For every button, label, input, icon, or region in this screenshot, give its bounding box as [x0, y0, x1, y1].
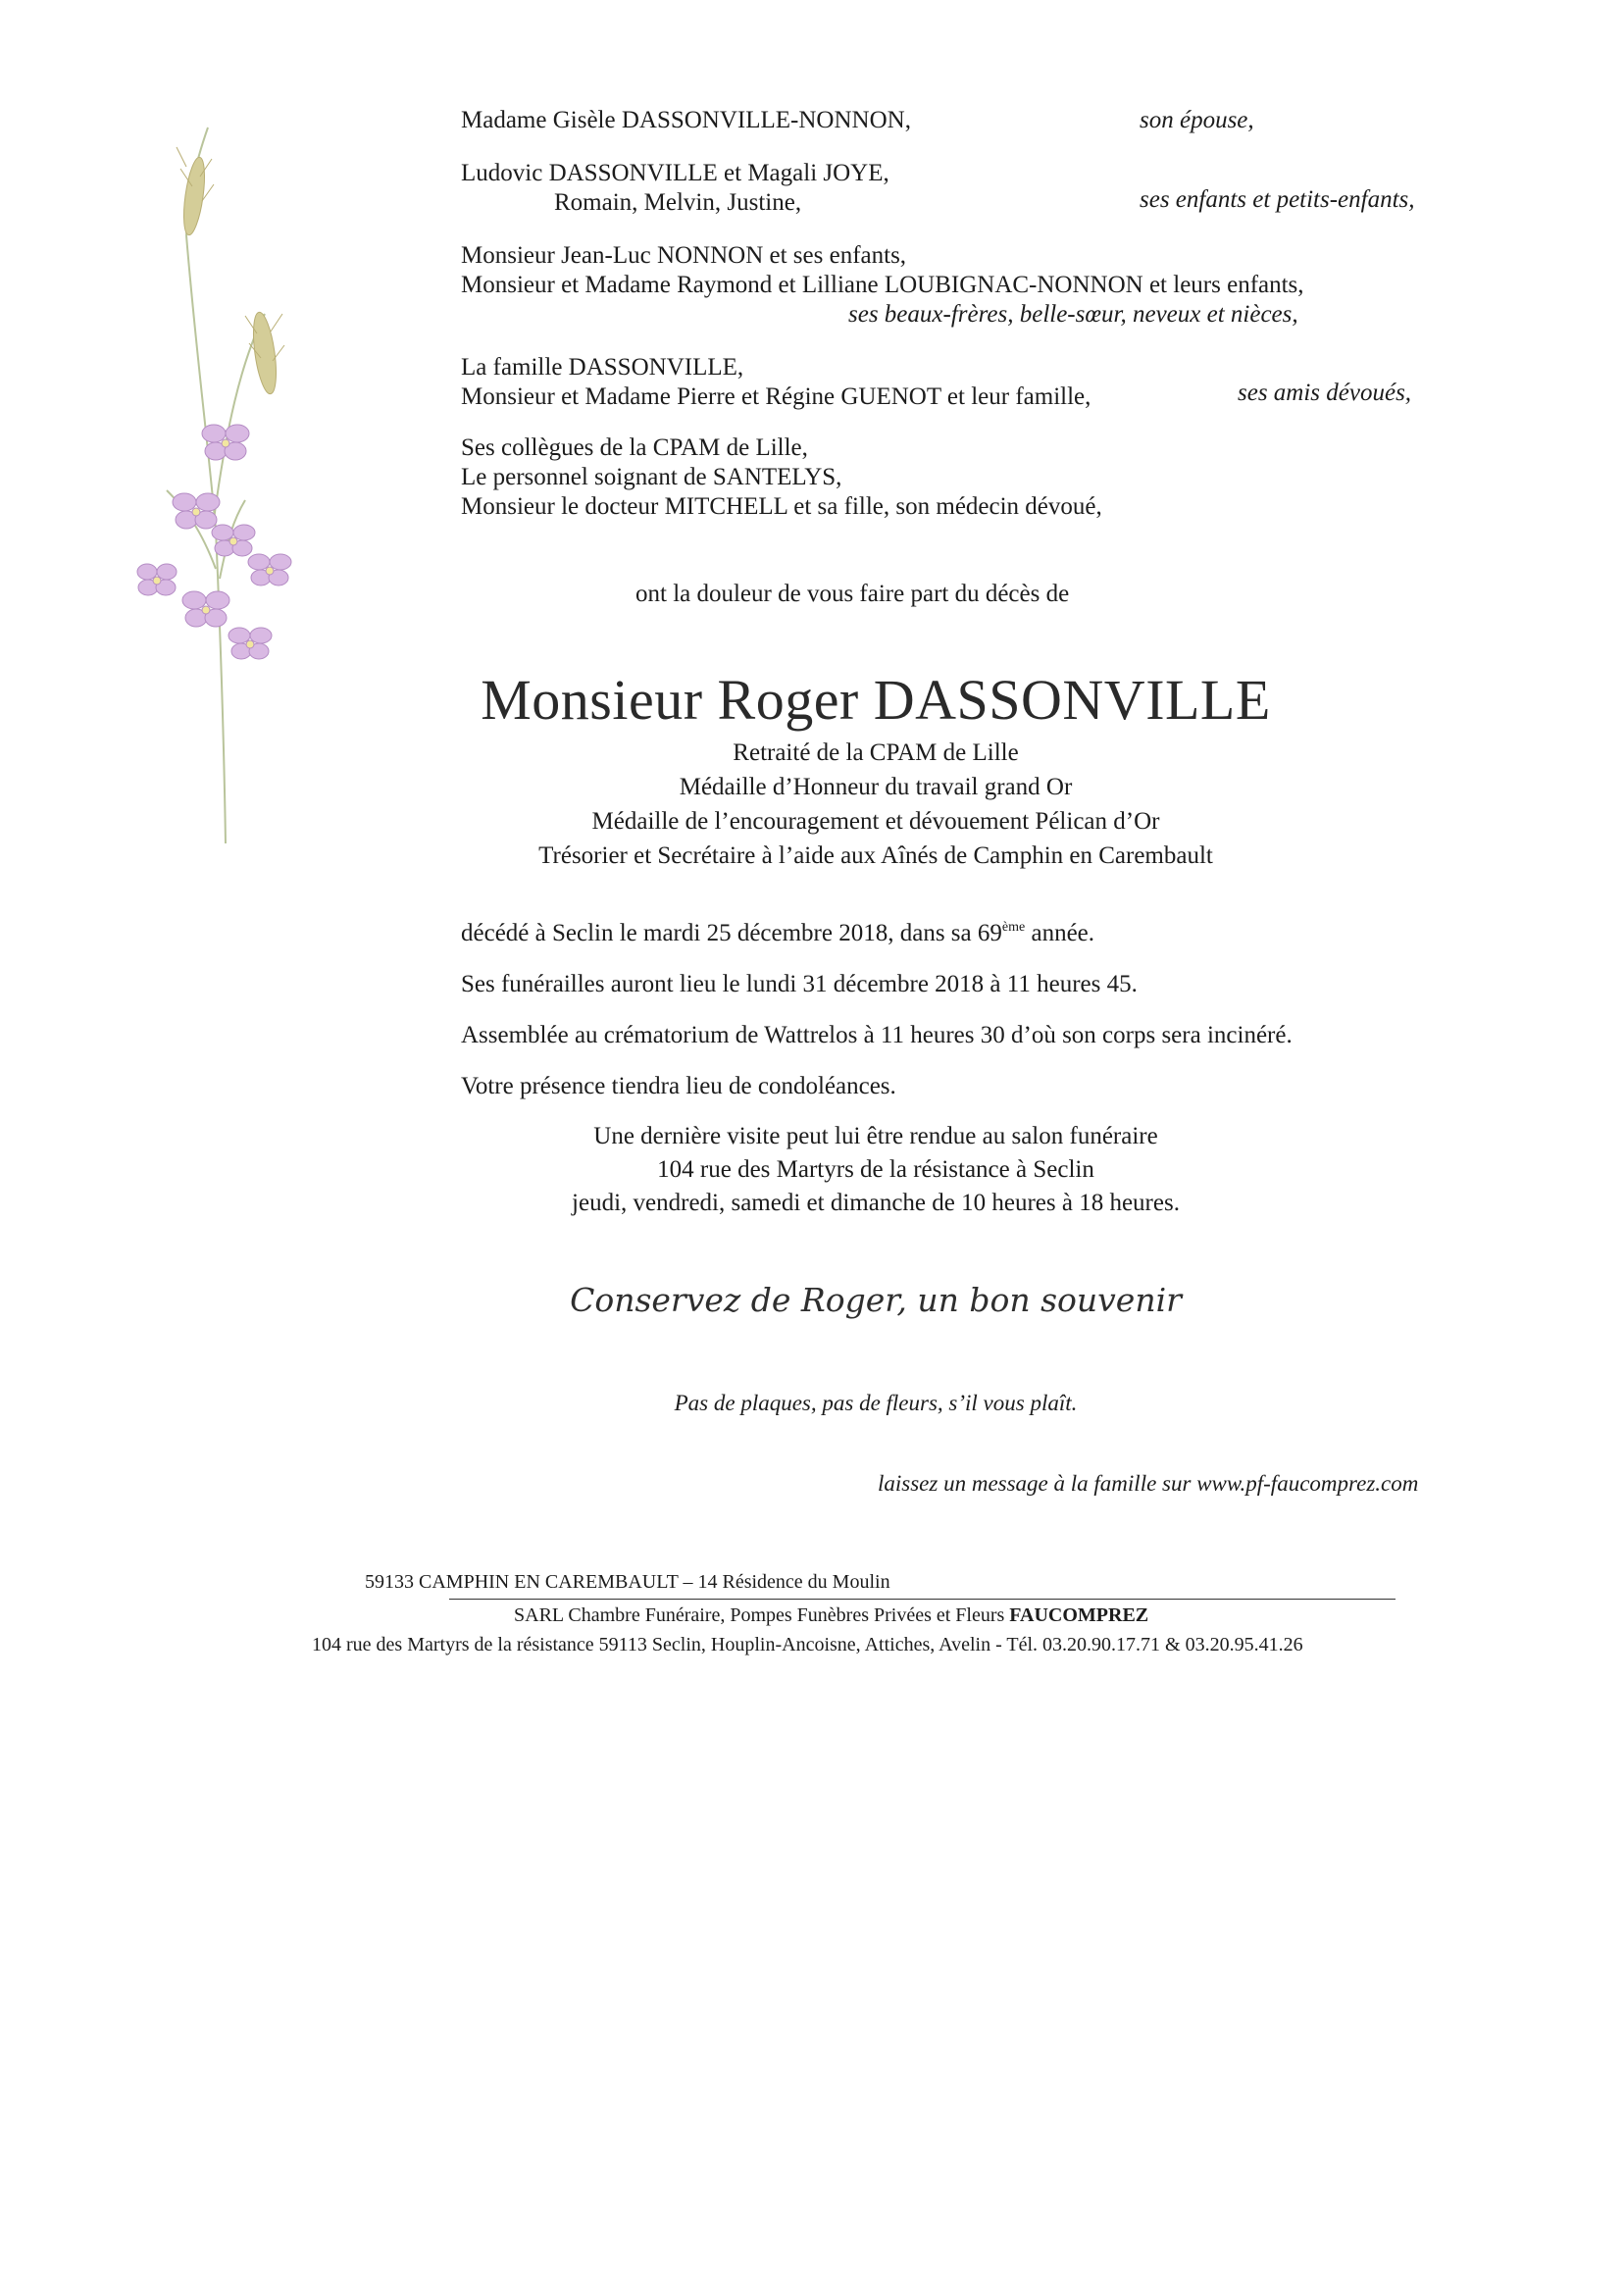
death-details-text: décédé à Seclin le mardi 25 décembre 2018, dans sa 69: [461, 920, 1002, 946]
family-line-grandchildren: Romain, Melvin, Justine,: [554, 189, 802, 216]
funeral-company: [514, 1604, 1148, 1627]
family-line-colleagues-2: Le personnel soignant de SANTELYS,: [461, 464, 842, 490]
family-line-colleagues-3: Monsieur le docteur MITCHELL et sa fille, son médecin dévoué,: [461, 493, 1102, 520]
funeral-company-address: 104 rue des Martyrs de la résistance 59113 Seclin, Houplin-Ancoisne, Attiches, Avelin - Tél. 03.20.90.17.71 & 03.20.95.41.26: [312, 1634, 1303, 1655]
family-line-friends-1: La famille DASSONVILLE,: [461, 354, 744, 381]
role-friends: ses amis dévoués,: [1238, 380, 1412, 406]
funeral-company-name: FAUCOMPREZ: [1009, 1604, 1149, 1626]
visit-line: jeudi, vendredi, samedi et dimanche de 10 heures à 18 heures.: [572, 1190, 1180, 1216]
visit-line: 104 rue des Martyrs de la résistance à Seclin: [657, 1156, 1094, 1183]
announcement-text: ont la douleur de vous faire part du décès de: [635, 581, 1070, 607]
family-line-colleagues-1: Ses collègues de la CPAM de Lille,: [461, 434, 808, 461]
deceased-title-line: Trésorier et Secrétaire à l’aide aux Aînés de Camphin en Carembault: [538, 842, 1213, 869]
family-line-inlaws-1: Monsieur Jean-Luc NONNON et ses enfants,: [461, 242, 907, 269]
assembly-details: Assemblée au crématorium de Wattrelos à 11 heures 30 d’où son corps sera incinéré.: [461, 1022, 1293, 1048]
memory-phrase: Conservez de Roger, un bon souvenir: [570, 1281, 1182, 1319]
family-line-friends-2: Monsieur et Madame Pierre et Régine GUENOT et leur famille,: [461, 383, 1091, 410]
role-inlaws: ses beaux-frères, belle-sœur, neveux et nièces,: [848, 301, 1298, 328]
deceased-title-line: Médaille d’Honneur du travail grand Or: [679, 774, 1073, 800]
violet-flower-illustration: [118, 108, 294, 843]
death-details: [461, 920, 1094, 947]
deceased-name: Monsieur Roger DASSONVILLE: [481, 668, 1271, 732]
family-line-children: Ludovic DASSONVILLE et Magali JOYE,: [461, 160, 889, 186]
family-line-spouse: Madame Gisèle DASSONVILLE-NONNON,: [461, 107, 911, 133]
online-message-note: laissez un message à la famille sur www.pf-faucomprez.com: [878, 1471, 1419, 1496]
family-line-inlaws-2: Monsieur et Madame Raymond et Lilliane LOUBIGNAC-NONNON et leurs enfants,: [461, 272, 1304, 298]
role-children: ses enfants et petits-enfants,: [1140, 186, 1415, 213]
family-address: 59133 CAMPHIN EN CAREMBAULT – 14 Résidence du Moulin: [365, 1571, 890, 1593]
funeral-company-prefix: SARL Chambre Funéraire, Pompes Funèbres Privées et Fleurs: [514, 1604, 1010, 1626]
no-flowers-note: Pas de plaques, pas de fleurs, s’il vous plaît.: [674, 1391, 1078, 1415]
funeral-details: Ses funérailles auront lieu le lundi 31 décembre 2018 à 11 heures 45.: [461, 971, 1138, 997]
visit-line: Une dernière visite peut lui être rendue au salon funéraire: [593, 1123, 1158, 1149]
visit-info: [64, 1120, 1624, 1220]
deceased-title-line: Retraité de la CPAM de Lille: [733, 739, 1019, 766]
ordinal-suffix: ème: [1001, 920, 1026, 935]
presence-note: Votre présence tiendra lieu de condoléances.: [461, 1073, 896, 1099]
role-spouse: son épouse,: [1140, 107, 1254, 133]
deceased-title-line: Médaille de l’encouragement et dévouement Pélican d’Or: [591, 808, 1160, 835]
death-details-end: année.: [1025, 920, 1095, 946]
footer-divider: [449, 1599, 1396, 1600]
deceased-titles: [64, 736, 1624, 873]
